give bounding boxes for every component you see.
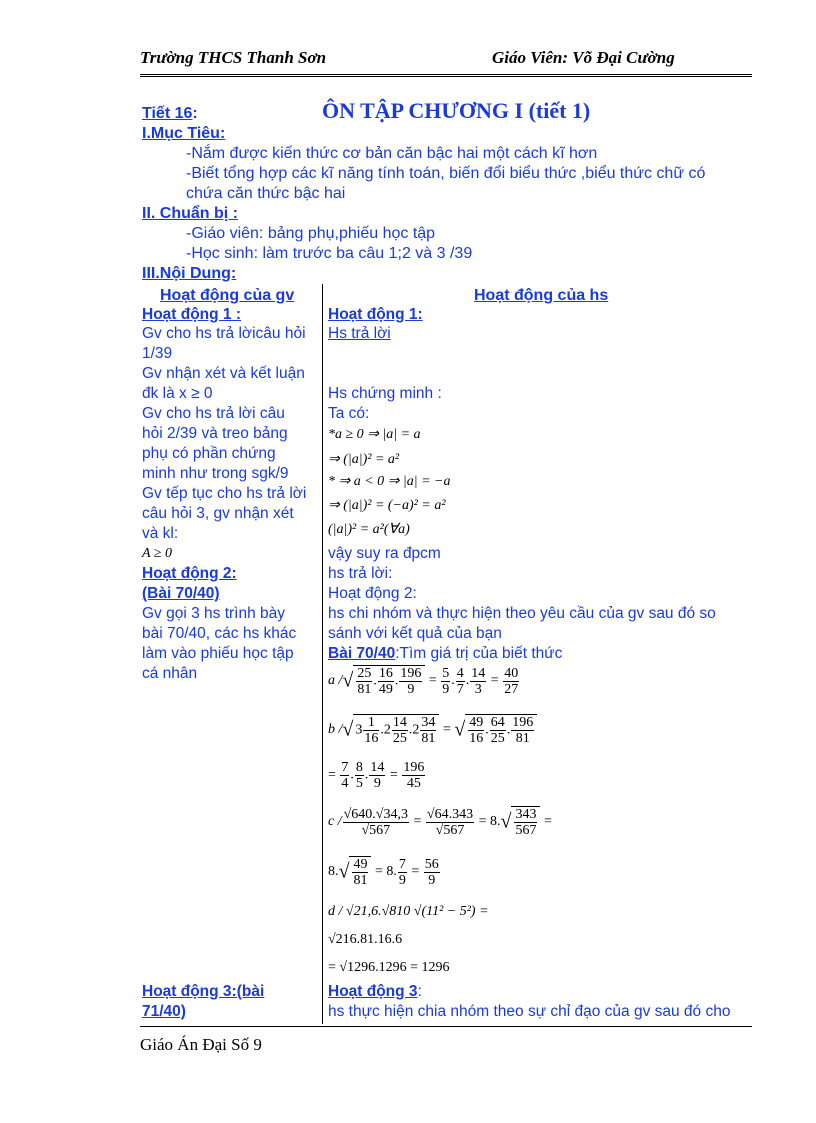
- column-divider: [322, 284, 323, 1024]
- formula-c: c / $\frac{√640.√34,3}{√567}$ = $\frac{√64.343}{√567}$ = 8.√ $\frac{343}{567}$ =: [328, 806, 552, 838]
- left-condition: A ≥ 0: [142, 546, 172, 561]
- left-line: câu hỏi 3, gv nhận xét: [142, 505, 294, 522]
- formula-b-result: = $\frac{7}{4}$ . $\frac{8}{5}$ . $\frac{14}{9}$ = $\frac{196}{45}$: [328, 760, 425, 791]
- left-act3: Hoạt động 3:(bài: [142, 983, 265, 1000]
- right-line: hs trả lời:: [328, 565, 393, 582]
- left-line: cá nhân: [142, 665, 198, 682]
- left-line: hỏi 2/39 và treo bảng: [142, 425, 288, 442]
- right-line: hs chi nhóm và thực hiện theo yêu cầu của gv sau đó so: [328, 605, 716, 622]
- left-line: 1/39: [142, 345, 173, 362]
- left-line: Gv cho hs trả lờicâu hỏi: [142, 325, 306, 342]
- formula-d: d / √21,6.√810 √(11² − 5²) =: [328, 904, 489, 919]
- left-line: Gv cho hs trả lời câu: [142, 405, 285, 422]
- prep-teacher: -Giáo viên: bảng phụ,phiếu học tập: [186, 225, 436, 242]
- formula-b: b /√ 3 $\frac{1}{16}$ .2 $\frac{14}{25}$ .2 $\frac{34}{81}$ = √ $\frac{49}{16}$ . $\frac{64}{25}$ . $\frac{196}{81}$: [328, 714, 537, 746]
- content-heading: III.Nội Dung:: [142, 265, 237, 282]
- objective-2a: -Biết tổng hợp các kĩ năng tính toán, biến đổi biểu thức ,biểu thức chữ có: [186, 165, 706, 182]
- right-line: sánh với kết quả của bạn: [328, 625, 502, 642]
- left-act1: Hoạt động 1 :: [142, 306, 242, 323]
- objective-2b: chứa căn thức bậc hai: [186, 185, 346, 202]
- col-header-student: Hoạt động của hs: [474, 287, 609, 304]
- right-line: Ta có:: [328, 405, 370, 422]
- prep-student: -Học sinh: làm trước ba câu 1;2 và 3 /39: [186, 245, 473, 262]
- right-line: Hs chứng minh :: [328, 385, 442, 402]
- right-line: hs thực hiện chia nhóm theo sự chỉ đạo của gv sau đó cho: [328, 1003, 731, 1020]
- formula-a: a /√ $\frac{25}{81}$ . $\frac{16}{49}$ . $\frac{196}{9}$ = $\frac{5}{9}$ . $\frac{4}{7}$ . $\frac{14}{3}$ = $\frac{40}{27}$: [328, 665, 519, 697]
- right-line: vậy suy ra đpcm: [328, 545, 441, 562]
- left-act2-bai: (Bài 70/40): [142, 585, 220, 602]
- formula-c-result: 8.√ $\frac{49}{81}$ = 8. $\frac{7}{9}$ = $\frac{56}{9}$: [328, 856, 439, 888]
- proof-line-3: * ⇒ a < 0 ⇒ |a| = −a: [328, 474, 451, 489]
- left-act3-bai: 71/40): [142, 1003, 186, 1020]
- teacher-name: Giáo Viên: Võ Đại Cường: [492, 48, 675, 67]
- proof-line-2: ⇒ (|a|)² = a²: [328, 452, 400, 467]
- page-footer: Giáo Án Đại Số 9: [140, 1026, 752, 1055]
- formula-d-3: = √1296.1296 = 1296: [328, 960, 450, 975]
- left-line: phụ có phần chứng: [142, 445, 276, 462]
- page-title: ÔN TẬP CHƯƠNG I (tiết 1): [322, 98, 591, 123]
- left-line: bài 70/40, các hs khác: [142, 625, 297, 642]
- lesson-period: Tiết 16:: [142, 105, 198, 122]
- proof-line-4: ⇒ (|a|)² = (−a)² = a²: [328, 498, 446, 513]
- objective-1: -Nắm được kiến thức cơ bản căn bậc hai một cách kĩ hơn: [186, 145, 598, 162]
- objectives-heading: I.Mục Tiêu:: [142, 125, 226, 142]
- school-name: Trường THCS Thanh Sơn: [140, 48, 327, 67]
- formula-d-2: √216.81.16.6: [328, 932, 403, 947]
- right-line: Hs trả lời: [328, 325, 391, 342]
- right-act1: Hoạt động 1:: [328, 306, 423, 323]
- left-line: minh như trong sgk/9: [142, 465, 289, 482]
- left-line: Gv nhận xét và kết luận: [142, 365, 305, 382]
- page-header: [140, 48, 752, 77]
- proof-line-1: *a ≥ 0 ⇒ |a| = a: [328, 427, 421, 442]
- left-line: làm vào phiếu học tập: [142, 645, 294, 662]
- left-line: Gv tếp tục cho hs trả lời: [142, 485, 307, 502]
- left-line: Gv gọi 3 hs trình bày: [142, 605, 286, 622]
- preparation-heading: II. Chuẩn bị :: [142, 205, 238, 222]
- left-line: và kl:: [142, 525, 179, 542]
- proof-line-5: (|a|)² = a²(∀a): [328, 522, 410, 537]
- exercise-heading: Bài 70/40:Tìm giá trị của biết thức: [328, 645, 563, 662]
- col-header-teacher: Hoạt động của gv: [160, 287, 295, 304]
- left-line: đk là x ≥ 0: [142, 385, 213, 402]
- right-act3: Hoạt động 3:: [328, 983, 422, 1000]
- right-act2: Hoạt động 2:: [328, 585, 417, 602]
- left-act2: Hoạt động 2:: [142, 565, 237, 582]
